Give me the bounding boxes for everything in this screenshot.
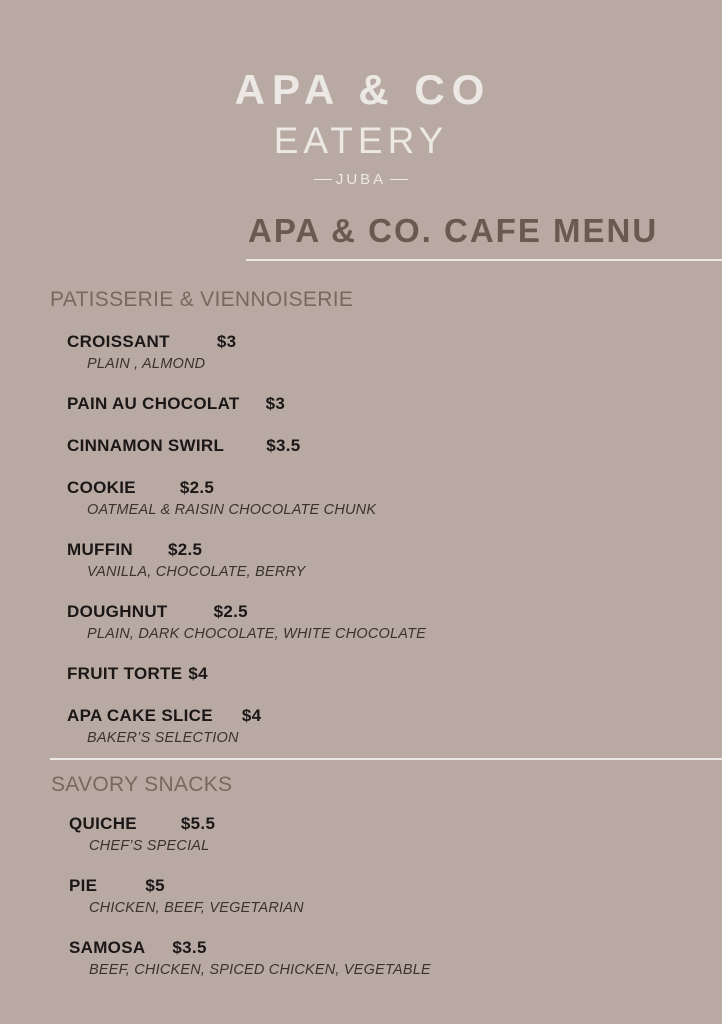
item-name: DOUGHNUT xyxy=(67,602,168,621)
menu-item-muffin xyxy=(67,540,306,580)
item-description: CHICKEN, BEEF, VEGETARIAN xyxy=(89,900,304,916)
menu-item-pie xyxy=(69,876,304,916)
menu-item-pain-au-chocolat xyxy=(67,394,285,414)
item-name: COOKIE xyxy=(67,478,136,497)
item-price: $4 xyxy=(188,664,208,683)
item-price: $3 xyxy=(265,394,286,413)
item-description: PLAIN, DARK CHOCOLATE, WHITE CHOCOLATE xyxy=(87,626,426,642)
brand-subtitle: EATERY xyxy=(273,120,449,161)
menu-title: APA & CO. CAFE MENU xyxy=(248,212,659,249)
item-price: $2.5 xyxy=(179,478,215,497)
item-description: CHEF’S SPECIAL xyxy=(89,838,210,854)
item-name: QUICHE xyxy=(69,814,137,833)
item-price: $4 xyxy=(241,706,262,725)
item-price: $3 xyxy=(216,332,237,351)
item-name: CROISSANT xyxy=(67,332,170,351)
item-description: PLAIN , ALMOND xyxy=(87,356,206,372)
item-price: $5 xyxy=(145,876,165,895)
item-name: CINNAMON SWIRL xyxy=(67,436,225,455)
item-price: $3.5 xyxy=(266,436,301,455)
section-title-savory: SAVORY SNACKS xyxy=(51,773,233,796)
item-description: VANILLA, CHOCOLATE, BERRY xyxy=(87,564,306,580)
menu-item-cinnamon-swirl xyxy=(67,436,300,456)
item-description: BAKER’S SELECTION xyxy=(87,730,239,746)
dash-left xyxy=(314,179,332,180)
menu-item-apa-cake-slice xyxy=(67,706,261,746)
item-name: APA CAKE SLICE xyxy=(67,706,213,725)
item-name: MUFFIN xyxy=(67,540,134,559)
menu-item-quiche xyxy=(69,814,215,854)
menu-item-croissant xyxy=(67,332,236,372)
menu-item-cookie xyxy=(67,478,376,518)
brand-location xyxy=(0,171,722,188)
section-rule xyxy=(50,758,722,760)
section-title-patisserie: PATISSERIE & VIENNOISERIE xyxy=(50,288,354,311)
menu-item-samosa xyxy=(69,938,431,978)
item-price: $5.5 xyxy=(180,814,216,833)
dash-right xyxy=(390,179,408,180)
item-name: PAIN AU CHOCOLAT xyxy=(67,394,240,413)
title-rule xyxy=(246,259,722,261)
menu-item-doughnut xyxy=(67,602,426,642)
brand-name: APA & CO xyxy=(234,66,492,113)
item-price: $3.5 xyxy=(172,938,207,957)
item-description: OATMEAL & RAISIN CHOCOLATE CHUNK xyxy=(87,502,377,518)
item-price: $2.5 xyxy=(213,602,248,621)
item-description: BEEF, CHICKEN, SPICED CHICKEN, VEGETABLE xyxy=(89,962,431,978)
brand-location-text: JUBA xyxy=(335,171,387,188)
item-name: PIE xyxy=(69,876,98,895)
menu-item-fruit-torte xyxy=(67,664,208,684)
item-name: FRUIT TORTE xyxy=(67,664,183,683)
item-price: $2.5 xyxy=(168,540,203,559)
item-name: SAMOSA xyxy=(69,938,146,957)
